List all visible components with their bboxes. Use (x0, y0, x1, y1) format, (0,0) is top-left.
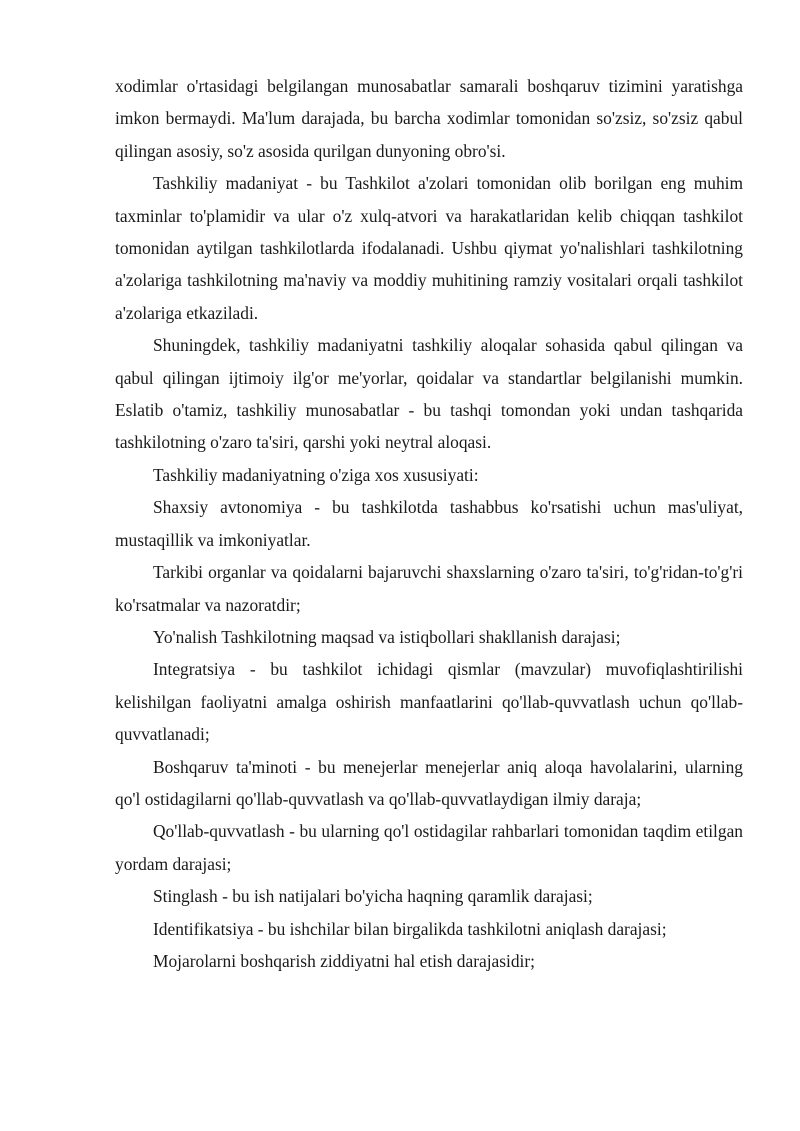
list-item-support: Qo'llab-quvvatlash - bu ularning qo'l ostidagilar rahbarlari tomonidan taqdim etilgan yordam darajasi; (115, 821, 743, 874)
list-item-conflict-management: Mojarolarni boshqarish ziddiyatni hal etish darajasidir; (153, 950, 536, 971)
paragraph-features-heading: Tashkiliy madaniyatning o'ziga xos xususiyati: (153, 464, 479, 485)
list-item-personal-autonomy: Shaxsiy avtonomiya - bu tashkilotda tashabbus ko'rsatishi uchun mas'uliyat, mustaqillik va imkoniyatlar. (115, 497, 743, 550)
paragraph-organizational-relations: Shuningdek, tashkiliy madaniyatni tashkiliy aloqalar sohasida qabul qilingan va qabul qilingan ijtimoiy ilg'or me'yorlar, qoidalar va standartlar belgilanishi mumkin. Eslatib o'tamiz, tashkiliy munosabatlar - bu tashqi tomondan yoki undan tashqarida tashkilotning o'zaro ta'siri, qarshi yoki neytral aloqasi. (115, 335, 743, 453)
paragraph-continuation: xodimlar o'rtasidagi belgilangan munosabatlar samarali boshqaruv tizimini yaratishga imkon bermaydi. Ma'lum darajada, bu barcha xodimlar tomonidan so'zsiz, so'zsiz qabul qilingan asosiy, so'z asosida qurilgan dunyoning obro'si. (115, 76, 743, 161)
list-item-structure: Tarkibi organlar va qoidalarni bajaruvchi shaxslarning o'zaro ta'siri, to'g'ridan-to'g'ri ko'rsatmalar va nazoratdir; (115, 562, 743, 615)
paragraph-organizational-culture-definition: Tashkiliy madaniyat - bu Tashkilot a'zolari tomonidan olib borilgan eng muhim taxminlar to'plamidir va ular o'z xulq-atvori va harakatlaridan kelib chiqqan tashkilot tomonidan aytilgan tashkilotlarda ifodalanadi. Ushbu qiymat yo'nalishlari tashkilotning a'zolariga tashkilotning ma'naviy va moddiy muhitining ramziy vositalari orqali tashkilot a'zolariga etkaziladi. (115, 173, 743, 323)
document-page (115, 70, 743, 977)
list-item-stimulation: Stinglash - bu ish natijalari bo'yicha haqning qaramlik darajasi; (153, 886, 593, 907)
list-item-integration: Integratsiya - bu tashkilot ichidagi qismlar (mavzular) muvofiqlashtirilishi kelishilgan faoliyatni amalga oshirish manfaatlarini qo'llab-quvvatlash uchun qo'llab-quvvatlanadi; (115, 659, 743, 745)
list-item-management-support: Boshqaruv ta'minoti - bu menejerlar menejerlar aniq aloqa havolalarini, ularning qo'l ostidagilarni qo'llab-quvvatlash va qo'llab-quvvatlaydigan ilmiy daraja; (115, 756, 743, 809)
list-item-identification: Identifikatsiya - bu ishchilar bilan birgalikda tashkilotni aniqlash darajasi; (153, 918, 667, 939)
list-item-direction: Yo'nalish Tashkilotning maqsad va istiqbollari shakllanish darajasi; (153, 626, 621, 647)
